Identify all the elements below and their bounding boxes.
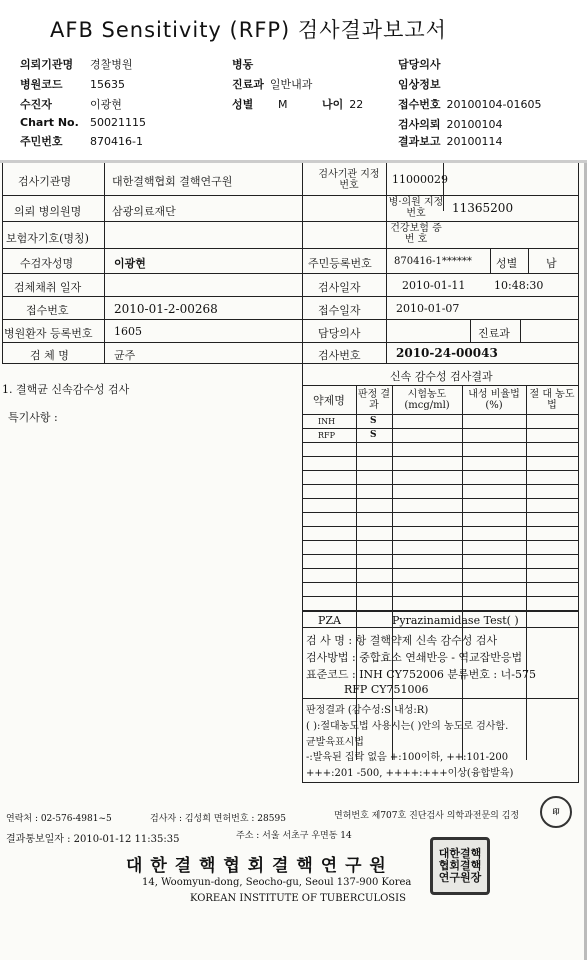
form-border bbox=[302, 627, 303, 783]
dept-label: 진료과 bbox=[478, 327, 510, 340]
header-field: 담당의사 bbox=[398, 58, 441, 71]
header-field: 수진자 이광현 bbox=[20, 98, 122, 111]
growth-legend-1: -:발육된 집락 없음 +:100이하, ++:101-200 bbox=[306, 752, 509, 763]
judge-note: 판정결과 (감수성:S 내성:R) bbox=[306, 705, 429, 716]
header-field: 병원코드 15635 bbox=[20, 78, 125, 91]
test-date-value: 2010-01-11 bbox=[402, 279, 466, 292]
registration-no-label: 병원환자 등록번호 bbox=[4, 327, 93, 340]
table-cell: S bbox=[370, 430, 377, 440]
table-header: 약제명 bbox=[313, 394, 345, 407]
header-field: 병동 bbox=[232, 58, 254, 71]
header-field: 나이 22 bbox=[322, 98, 364, 111]
receipt-no-value: 2010-01-2-00268 bbox=[114, 302, 218, 316]
sex-value: 남 bbox=[546, 257, 557, 270]
receipt-no-label: 접수번호 bbox=[26, 304, 69, 317]
header-field: 임상정보 bbox=[398, 78, 441, 91]
form-line bbox=[2, 221, 579, 222]
header-field: 주민번호 870416-1 bbox=[20, 135, 143, 148]
remarks-label: 특기사항 : bbox=[8, 411, 58, 424]
notice-date: 결과통보일자 : 2010-01-12 11:35:35 bbox=[6, 834, 180, 845]
header-field: 진료과 일반내과 bbox=[232, 78, 313, 91]
form-line bbox=[2, 296, 579, 297]
rrn-value: 870416-1****** bbox=[394, 256, 472, 267]
sample-date-label: 검체채취 일자 bbox=[14, 281, 82, 294]
rrn-label: 주민등록번호 bbox=[308, 257, 372, 270]
official-seal: 대한결핵협회결핵연구원장 bbox=[430, 837, 490, 895]
patient-label: 수검자성명 bbox=[20, 257, 74, 270]
form-border bbox=[104, 163, 105, 363]
table-header: 내성 비율법(%) bbox=[468, 389, 520, 411]
standard-code-2: RFP CY751006 bbox=[344, 683, 429, 696]
round-seal: 印 bbox=[540, 796, 572, 828]
exam-no-label: 검사번호 bbox=[318, 349, 361, 362]
form-line bbox=[302, 782, 579, 783]
registration-no-value: 1605 bbox=[114, 325, 142, 338]
table-header: 시험농도 (mcg/ml) bbox=[404, 389, 450, 411]
form-line bbox=[302, 611, 578, 612]
form-line bbox=[302, 698, 578, 699]
form-line bbox=[302, 428, 578, 429]
pza-value: Pyrazinamidase Test( ) bbox=[392, 614, 519, 627]
header-field: 접수번호 20100104-01605 bbox=[398, 98, 542, 111]
test-time-value: 10:48:30 bbox=[494, 279, 544, 292]
exam-name: 검 사 명 : 항 결핵약제 신속 감수성 검사 bbox=[306, 634, 498, 647]
standard-code: 표준코드 : INH CY752006 분류번호 : 너-575 bbox=[306, 668, 536, 681]
license: 면허번호 제707호 진단검사 의학과전문의 김정 bbox=[334, 811, 520, 821]
form-line bbox=[302, 484, 578, 485]
report-title: AFB Sensitivity (RFP) 검사결과보고서 bbox=[50, 18, 447, 42]
form-line bbox=[302, 568, 578, 569]
form-border bbox=[470, 319, 471, 342]
form-border bbox=[520, 319, 521, 342]
organization-name: 대 한 결 핵 협 회 결 핵 연 구 원 bbox=[126, 856, 387, 876]
form-line bbox=[302, 596, 578, 597]
growth-title: 균발육표시법 bbox=[306, 737, 364, 748]
form-line bbox=[302, 414, 578, 415]
header-field: Chart No. 50021115 bbox=[20, 116, 146, 129]
section-title: 1. 결핵균 신속감수성 검사 bbox=[2, 383, 130, 396]
scanned-form bbox=[0, 163, 587, 960]
lab-value: 대한결핵협회 결핵연구원 bbox=[112, 175, 233, 188]
form-border bbox=[386, 163, 387, 363]
form-line bbox=[302, 627, 578, 628]
form-line bbox=[2, 342, 579, 343]
receipt-date-label: 접수일자 bbox=[318, 304, 361, 317]
form-line bbox=[302, 582, 578, 583]
form-line bbox=[302, 385, 578, 386]
hospital-code-value: 11365200 bbox=[452, 201, 514, 215]
hospital-label: 의뢰 병의원명 bbox=[14, 205, 82, 218]
exam-method: 검사방법 : 중합효소 연쇄반응 - 역교잡반응법 bbox=[306, 651, 523, 664]
insurer-label: 보험자기호(명칭) bbox=[6, 232, 89, 245]
form-line bbox=[302, 540, 578, 541]
form-line bbox=[2, 273, 579, 274]
judge-note-2: ( ):절대농도법 사용시는( )안의 농도로 검사함. bbox=[306, 721, 509, 732]
table-cell: INH bbox=[318, 417, 336, 426]
specimen-label: 검 체 명 bbox=[30, 349, 69, 362]
growth-legend-2: +++:201 -500, ++++:+++이상(융합발육) bbox=[306, 768, 514, 779]
form-line bbox=[2, 319, 579, 320]
specimen-value: 균주 bbox=[114, 349, 136, 362]
pza-label: PZA bbox=[318, 614, 341, 627]
table-title: 신속 감수성 검사결과 bbox=[390, 370, 493, 383]
form-border bbox=[2, 163, 3, 363]
form-line bbox=[302, 526, 578, 527]
lab-code-label: 검사기관 지정번호 bbox=[318, 169, 380, 191]
form-line bbox=[2, 248, 579, 249]
doctor-label: 담당의사 bbox=[318, 327, 361, 340]
patient-value: 이광현 bbox=[114, 257, 146, 270]
header-field: 성별 M bbox=[232, 98, 288, 111]
form-border bbox=[578, 163, 579, 783]
lab-label: 검사기관명 bbox=[18, 175, 72, 188]
form-line bbox=[2, 363, 579, 364]
form-line bbox=[302, 456, 578, 457]
lab-code-value: 11000029 bbox=[392, 173, 448, 186]
exam-no-value: 2010-24-00043 bbox=[396, 346, 498, 360]
header-field: 의뢰기관명 경찰병원 bbox=[20, 58, 133, 71]
header-field: 검사의뢰 20100104 bbox=[398, 118, 503, 131]
table-cell: RFP bbox=[318, 431, 335, 440]
health-insurance-label: 건강보험 증 번 호 bbox=[390, 223, 442, 245]
table-cell: S bbox=[370, 416, 377, 426]
form-border bbox=[490, 248, 491, 273]
form-line bbox=[302, 498, 578, 499]
form-line bbox=[302, 554, 578, 555]
table-header: 절 대 농도법 bbox=[529, 389, 575, 411]
sex-label: 성별 bbox=[496, 257, 518, 270]
test-date-label: 검사일자 bbox=[318, 281, 361, 294]
address-kr: 주소 : 서울 서초구 우면동 14 bbox=[236, 831, 352, 841]
form-line bbox=[2, 195, 579, 196]
hospital-value: 삼광의료재단 bbox=[112, 205, 176, 218]
table-header: 판정 결과 bbox=[357, 389, 391, 411]
address-en: 14, Woomyun-dong, Seocho-gu, Seoul 137-900 Korea bbox=[142, 877, 412, 888]
form-line bbox=[302, 442, 578, 443]
contact: 연락처 : 02-576-4981~5 bbox=[6, 814, 112, 824]
hospital-code-label: 병·의원 지정번호 bbox=[388, 197, 444, 219]
organization-en: KOREAN INSTITUTE OF TUBERCULOSIS bbox=[190, 893, 406, 904]
form-border bbox=[528, 248, 529, 273]
tester: 검사자 : 김성희 면허번호 : 28595 bbox=[150, 814, 286, 824]
header-field: 결과보고 20100114 bbox=[398, 135, 503, 148]
receipt-date-value: 2010-01-07 bbox=[396, 302, 460, 315]
form-line bbox=[302, 470, 578, 471]
form-line bbox=[302, 512, 578, 513]
